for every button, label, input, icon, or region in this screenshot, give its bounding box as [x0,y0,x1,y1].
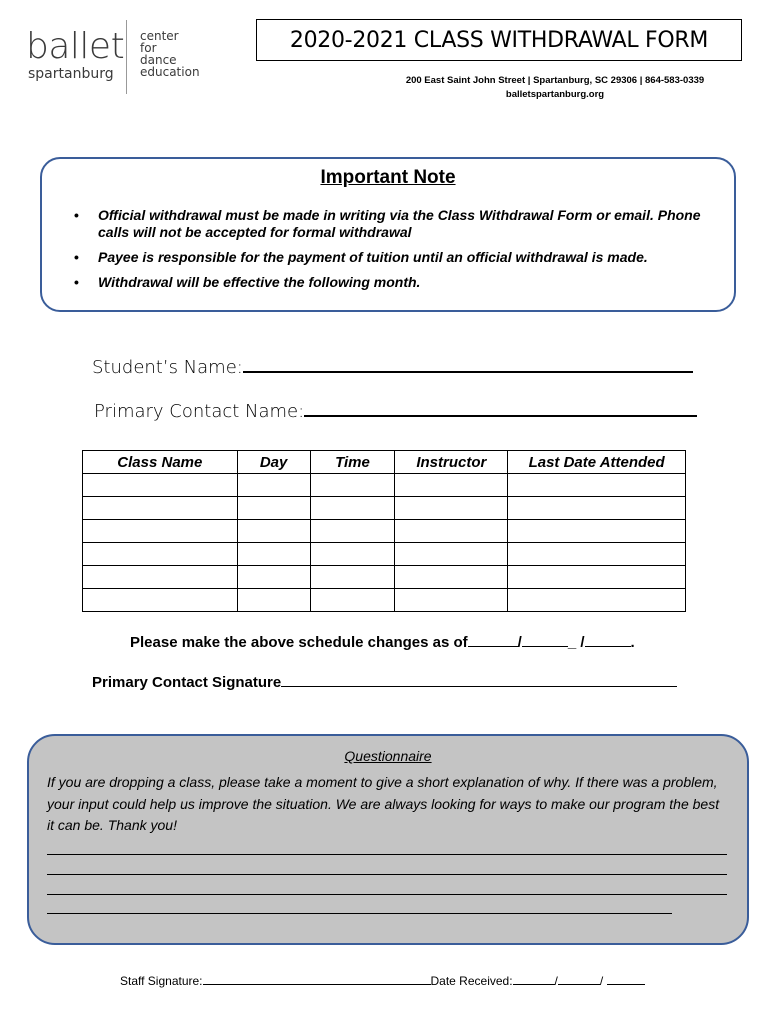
answer-line[interactable] [47,894,727,895]
received-year-blank[interactable] [607,972,645,985]
schedule-change-label: Please make the above schedule changes as of [130,634,468,651]
student-name-label: Student’s Name: [92,357,243,378]
date-month-blank[interactable] [468,632,518,647]
table-cell[interactable] [508,543,686,566]
logo-tagline-line: for [140,41,157,55]
column-header: Last Date Attended [508,451,686,474]
table-cell[interactable] [508,589,686,612]
received-day-blank[interactable] [558,972,600,985]
table-cell[interactable] [395,589,508,612]
table-cell[interactable] [83,474,238,497]
table-cell[interactable] [395,474,508,497]
primary-contact-input-line[interactable] [304,397,697,417]
signature-line[interactable] [281,672,677,687]
table-cell[interactable] [310,520,395,543]
note-item-text: Withdrawal will be effective the following month. [98,274,421,290]
primary-contact-signature [92,672,677,691]
table-cell[interactable] [237,497,310,520]
questionnaire-box [27,734,749,945]
logo-tagline-line: center [140,29,179,43]
student-name-field [92,353,693,378]
signature-label: Primary Contact Signature [92,674,282,691]
logo-divider [126,20,127,94]
logo-tagline-line: dance [140,53,177,67]
table-row [83,589,686,612]
address-line: 200 East Saint John Street | Spartanburg, SC 29306 | 864-583-0339 [405,75,705,86]
answer-line[interactable] [47,854,727,855]
table-cell[interactable] [508,497,686,520]
note-item [74,249,718,266]
column-header: Instructor [395,451,508,474]
table-row [83,474,686,497]
staff-signature-label: Staff Signature: [120,974,203,988]
class-table [82,450,686,612]
table-cell[interactable] [508,520,686,543]
table-cell[interactable] [395,497,508,520]
student-name-input-line[interactable] [243,353,693,373]
staff-footer [120,972,645,988]
schedule-change-date [130,632,635,651]
table-cell[interactable] [83,589,238,612]
date-separator: / [599,974,604,988]
logo-subtitle: spartanburg [28,66,114,82]
table-cell[interactable] [310,474,395,497]
table-cell[interactable] [83,497,238,520]
note-item-text: Official withdrawal must be made in writing via the Class Withdrawal Form or email. Phone calls will not be accepted for formal withdrawal [98,207,701,240]
column-header: Time [310,451,395,474]
date-separator: _ / [567,634,585,651]
logo-word: ballet [26,26,125,67]
table-cell[interactable] [310,589,395,612]
note-item-text: Payee is responsible for the payment of tuition until an official withdrawal is made. [98,249,648,265]
table-cell[interactable] [508,566,686,589]
bullet-icon: • [74,274,79,290]
bullet-icon: • [74,249,79,265]
table-cell[interactable] [83,566,238,589]
important-note-list [74,207,718,299]
table-row [83,520,686,543]
table-row [83,497,686,520]
table-cell[interactable] [237,589,310,612]
table-cell[interactable] [83,543,238,566]
table-row [83,566,686,589]
table-row [83,543,686,566]
table-cell[interactable] [395,543,508,566]
table-cell[interactable] [310,566,395,589]
questionnaire-title: Questionnaire [344,748,432,764]
date-received-label: Date Received: [430,974,513,988]
answer-line[interactable] [47,874,727,875]
column-header: Day [237,451,310,474]
date-end: . [630,634,635,651]
table-cell[interactable] [237,566,310,589]
website-line: balletspartanburg.org [505,89,605,100]
staff-signature-line[interactable] [203,972,431,985]
logo-tagline [140,30,200,78]
table-cell[interactable] [237,543,310,566]
important-note-box [40,157,736,312]
questionnaire-text: If you are dropping a class, please take a moment to give a short explanation of why. If there was a problem, your input could help us improve the situation. We are always looking for ways to make our program the best it can be. Thank you! [47,774,720,833]
date-day-blank[interactable] [522,632,568,647]
table-cell[interactable] [395,520,508,543]
received-month-blank[interactable] [513,972,555,985]
date-year-blank[interactable] [585,632,631,647]
table-cell[interactable] [395,566,508,589]
answer-line[interactable] [47,913,672,914]
column-header: Class Name [83,451,238,474]
bullet-icon: • [74,207,79,223]
important-note-title: Important Note [320,167,456,188]
table-cell[interactable] [237,520,310,543]
date-separator: / [517,634,522,651]
note-item [74,207,718,241]
date-separator: / [554,974,558,988]
primary-contact-field [94,397,697,422]
logo-tagline-line: education [140,65,200,79]
form-title: 2020-2021 CLASS WITHDRAWAL FORM [256,19,742,61]
note-item [74,274,718,291]
table-cell[interactable] [83,520,238,543]
primary-contact-label: Primary Contact Name: [94,401,305,422]
table-cell[interactable] [310,543,395,566]
table-header-row [83,451,686,474]
table-cell[interactable] [508,474,686,497]
table-cell[interactable] [237,474,310,497]
ballet-spartanburg-logo [26,26,216,96]
table-cell[interactable] [310,497,395,520]
